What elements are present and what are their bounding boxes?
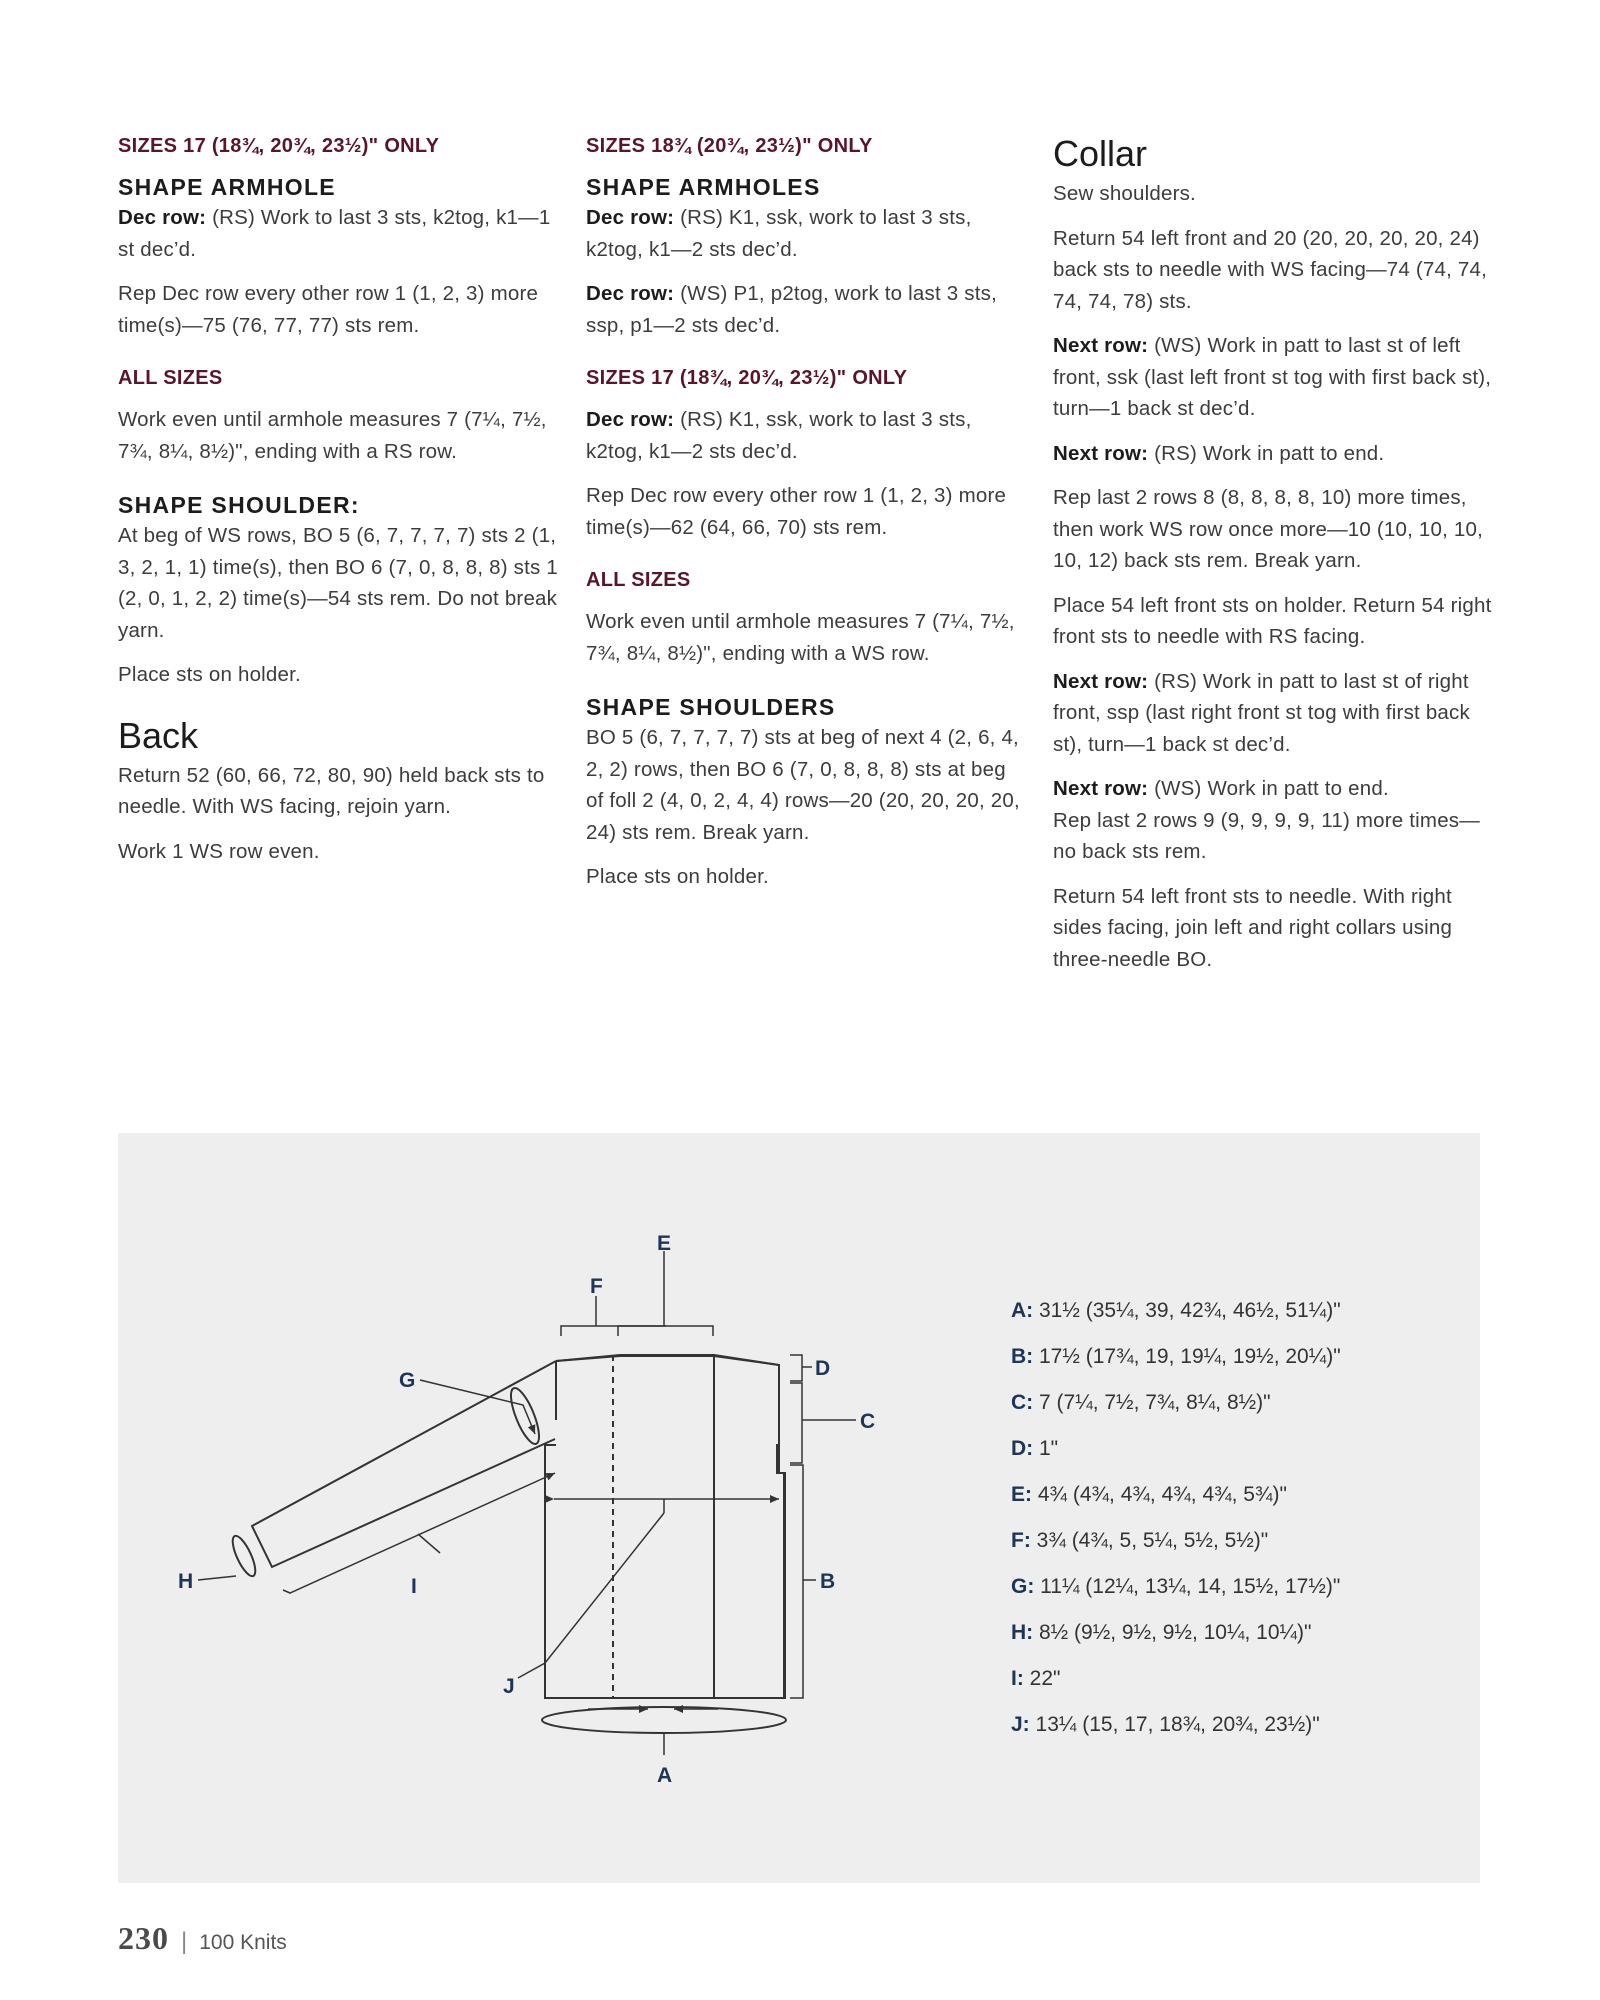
label-i: I [411, 1575, 417, 1598]
instruction-paragraph [1053, 330, 1503, 425]
schematic-panel [118, 1133, 1480, 1883]
measurement-value: 4¾ (4¾, 4¾, 4¾, 4¾, 5¾)" [1032, 1483, 1287, 1506]
measurement-key: I: [1011, 1667, 1024, 1690]
label-d: D [815, 1357, 831, 1380]
label-e: E [657, 1232, 672, 1255]
size-heading: SIZES 17 (18¾, 20¾, 23½)" ONLY [118, 135, 440, 157]
row-label: Dec row: [586, 206, 675, 229]
instruction-paragraph [586, 202, 1026, 265]
instruction-paragraph: Place 54 left front sts on holder. Return 54 right front sts to needle with RS facing. [1053, 593, 1492, 648]
instruction-paragraph [586, 278, 1026, 341]
row-label: Dec row: [118, 206, 207, 229]
column-right [1053, 132, 1503, 988]
label-c: C [860, 1410, 876, 1433]
measurement-row [1011, 1380, 1451, 1426]
measurement-key: G: [1011, 1575, 1035, 1598]
hem-ellipse [542, 1707, 786, 1733]
page-footer [118, 1920, 287, 1956]
measurement-value: 1" [1033, 1437, 1059, 1460]
column-middle [586, 132, 1026, 906]
measurement-value: 11¼ (12¼, 13¼, 14, 15½, 17½)" [1034, 1575, 1341, 1598]
measurement-value: 31½ (35¼, 39, 42¾, 46½, 51¼)" [1033, 1299, 1341, 1322]
section-title: Back [118, 714, 199, 756]
row-label: Next row: [1053, 777, 1149, 800]
label-f: F [590, 1275, 603, 1298]
armhole-ellipse [505, 1385, 544, 1447]
column-left [118, 132, 558, 880]
row-text: (RS) Work in patt to last st of right front, ssp (last right front st tog with first back st), turn—1 back st dec’d. [1053, 669, 1470, 756]
measurement-value: 17½ (17¾, 19, 19¼, 19½, 20¼)" [1033, 1345, 1341, 1368]
section-heading: SHAPE SHOULDER: [118, 492, 360, 518]
right-side-edge [779, 1365, 784, 1698]
sleeve-length-bracket [283, 1473, 555, 1593]
row-label: Next row: [1053, 441, 1149, 465]
label-j: J [503, 1675, 515, 1698]
row-text: (RS) K1, ssk, work to last 3 sts, k2tog, k1—2 sts dec’d. [586, 206, 972, 261]
row-label: Next row: [1053, 334, 1149, 357]
measurement-key: B: [1011, 1345, 1034, 1368]
measurement-value: 3¾ (4¾, 5, 5¼, 5½, 5½)" [1030, 1529, 1269, 1552]
row-text: (RS) K1, ssk, work to last 3 sts, k2tog, k1—2 sts dec’d. [586, 408, 972, 463]
c-bracket [790, 1383, 802, 1463]
measurement-list [1011, 1288, 1451, 1748]
measurement-row [1011, 1610, 1451, 1656]
section-heading: SHAPE SHOULDERS [586, 694, 836, 720]
row-text: (RS) Work in patt to end. [1148, 441, 1385, 465]
instruction-paragraph [118, 202, 558, 265]
measurement-key: H: [1011, 1621, 1034, 1644]
measurement-key: C: [1011, 1391, 1034, 1414]
measurement-key: A: [1011, 1299, 1034, 1322]
instruction-paragraph: Place sts on holder. [586, 865, 769, 888]
section-heading: SHAPE ARMHOLES [586, 174, 821, 200]
footer-separator: | [181, 1928, 188, 1955]
measurement-value: 13¼ (15, 17, 18¾, 20¾, 23½)" [1029, 1713, 1320, 1736]
f-bracket [561, 1326, 666, 1336]
i-leader [418, 1534, 440, 1553]
measurement-row [1011, 1472, 1451, 1518]
measurement-key: F: [1011, 1529, 1031, 1552]
measurement-value: 22" [1023, 1667, 1061, 1690]
size-heading: SIZES 18¾ (20¾, 23½)" ONLY [586, 135, 873, 157]
section-heading: SHAPE ARMHOLE [118, 174, 336, 200]
instruction-paragraph: Return 54 left front sts to needle. With right sides facing, join left and right collars using three-needle BO. [1053, 884, 1453, 971]
measurement-row [1011, 1288, 1451, 1334]
size-heading: SIZES 17 (18¾, 20¾, 23½)" ONLY [586, 367, 908, 389]
row-label: Next row: [1053, 669, 1149, 693]
b-bracket [790, 1465, 803, 1698]
body-outline [545, 1356, 785, 1698]
instruction-paragraph: Work even until armhole measures 7 (7¼, 7½, 7¾, 8¼, 8½)", ending with a WS row. [586, 610, 1015, 665]
cuff-ellipse [228, 1533, 259, 1579]
size-heading: ALL SIZES [586, 569, 691, 591]
instruction-paragraph: Rep last 2 rows 8 (8, 8, 8, 8, 10) more times, then work WS row once more—10 (10, 10, 10, 10, 12) back sts rem. Break yarn. [1053, 486, 1483, 572]
instruction-paragraph: Place sts on holder. [118, 663, 301, 686]
row-text: (WS) Work in patt to last st of left front, ssk (last left front st tog with first back st), turn—1 back st dec’d. [1053, 334, 1492, 420]
instruction-paragraph: Return 54 left front and 20 (20, 20, 20, 20, 24) back sts to needle with WS facing—74 (74, 74, 74, 74, 78) sts. [1053, 226, 1488, 313]
label-h: H [178, 1570, 194, 1593]
instruction-paragraph: Rep Dec row every other row 1 (1, 2, 3) more time(s)—75 (76, 77, 77) sts rem. [118, 282, 539, 337]
measurement-row [1011, 1564, 1451, 1610]
d-bracket [790, 1355, 802, 1381]
measurement-row [1011, 1426, 1451, 1472]
row-text: (RS) Work to last 3 sts, k2tog, k1—1 st dec’d. [118, 206, 551, 261]
instruction-paragraph: Rep last 2 rows 9 (9, 9, 9, 9, 11) more times—no back sts rem. [1053, 808, 1480, 863]
section-title: Collar [1053, 133, 1148, 174]
measurement-row [1011, 1702, 1451, 1748]
instruction-paragraph: Rep Dec row every other row 1 (1, 2, 3) more time(s)—62 (64, 66, 70) sts rem. [586, 484, 1007, 539]
instruction-paragraph: At beg of WS rows, BO 5 (6, 7, 7, 7, 7) sts 2 (1, 3, 2, 1, 1) time(s), then BO 6 (7, 0, 8, 8, 8) sts 1 (2, 0, 1, 2, 2) time(s)—54 sts rem. Do not break yarn. [118, 524, 558, 642]
row-text: (WS) P1, p2tog, work to last 3 sts, ssp, p1—2 sts dec’d. [586, 282, 997, 337]
instruction-paragraph [1053, 773, 1503, 805]
measurement-row [1011, 1518, 1451, 1564]
instruction-paragraph: Return 52 (60, 66, 72, 80, 90) held back sts to needle. With WS facing, rejoin yarn. [118, 763, 545, 818]
measurement-row [1011, 1334, 1451, 1380]
measurement-key: D: [1011, 1437, 1034, 1460]
instruction-paragraph: Sew shoulders. [1053, 182, 1196, 205]
label-a: A [657, 1764, 673, 1787]
instruction-paragraph: Work even until armhole measures 7 (7¼, 7½, 7¾, 8¼, 8½)", ending with a RS row. [118, 408, 547, 463]
label-b: B [820, 1570, 836, 1593]
instruction-paragraph: Work 1 WS row even. [118, 839, 320, 863]
page-number: 230 [118, 1920, 169, 1956]
label-g: G [399, 1369, 416, 1392]
row-text: (WS) Work in patt to end. [1148, 777, 1389, 800]
instruction-paragraph: BO 5 (6, 7, 7, 7, 7) sts at beg of next 4 (2, 6, 4, 2, 2) rows, then BO 6 (7, 0, 8, 8, 8) sts at beg of foll 2 (4, 0, 2, 4, 4) rows—20 (20, 20, 20, 20, 24) sts rem. Break yarn. [586, 726, 1020, 844]
e-bracket [618, 1326, 713, 1336]
measurement-value: 7 (7¼, 7½, 7¾, 8¼, 8½)" [1033, 1391, 1271, 1414]
size-heading: ALL SIZES [118, 367, 223, 389]
instruction-paragraph [586, 404, 1026, 467]
h-leader [198, 1576, 236, 1580]
book-title: 100 Knits [199, 1931, 287, 1954]
instruction-paragraph [1053, 438, 1503, 470]
row-label: Dec row: [586, 282, 675, 305]
measurement-value: 8½ (9½, 9½, 9½, 10¼, 10¼)" [1033, 1621, 1312, 1644]
instruction-paragraph [1053, 666, 1503, 761]
measurement-key: J: [1011, 1713, 1030, 1736]
j-line [518, 1513, 664, 1678]
measurement-key: E: [1011, 1483, 1032, 1506]
measurement-row [1011, 1656, 1451, 1702]
row-label: Dec row: [586, 408, 675, 431]
